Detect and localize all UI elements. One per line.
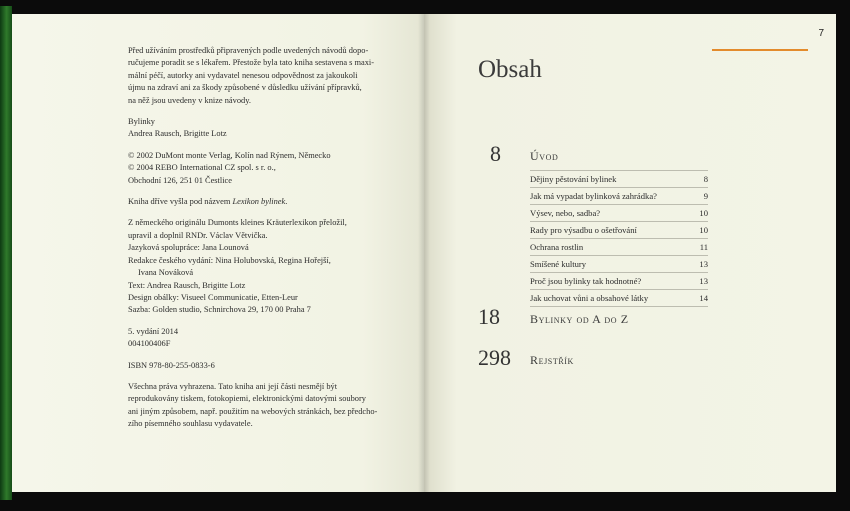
- toc-entry-page: 13: [699, 276, 708, 286]
- toc-entry-title: Dějiny pěstování bylinek: [530, 174, 617, 184]
- text-line: © 2002 DuMont monte Verlag, Kolín nad Rýnem, Německo: [128, 150, 331, 160]
- text-line: Všechna práva vyhrazena. Tato kniha ani její části nesmějí být: [128, 381, 338, 391]
- toc-entry-title: Jak má vypadat bylinková zahrádka?: [530, 191, 657, 201]
- accent-rule: [712, 49, 808, 51]
- isbn: ISBN 978-80-255-0833-6: [128, 360, 215, 370]
- edition-number: 5. vydání 2014: [128, 326, 179, 336]
- disclaimer-paragraph: [128, 45, 390, 107]
- toc-entry-title: Smíšené kultury: [530, 259, 587, 269]
- chapter-title: Rejstřík: [530, 353, 574, 367]
- toc-divider: [530, 306, 708, 307]
- former-title-prefix: Kniha dříve vyšla pod názvem: [128, 197, 233, 207]
- text-line: mální péčí, autorky ani vydavatel nenesou odpovědnost za jakoukoli: [128, 70, 358, 80]
- toc-entry-title: Rady pro výsadbu o ošetřování: [530, 225, 637, 235]
- book-cover-edge: [0, 6, 12, 500]
- toc-title: Obsah: [478, 56, 542, 83]
- rights-paragraph: [128, 381, 390, 431]
- toc-entry-title: Proč jsou bylinky tak hodnotné?: [530, 276, 642, 286]
- text-line: Text: Andrea Rausch, Brigitte Lotz: [128, 280, 246, 290]
- text-line: ručujeme poradit se s lékařem. Přestože byla tato kniha sestavena s maxi-: [128, 58, 375, 68]
- isbn-paragraph: [128, 360, 390, 372]
- toc-entry: [530, 171, 708, 188]
- imprint-block: [128, 45, 390, 440]
- book-title: Bylinky: [128, 117, 155, 127]
- text-line: zího písemného souhlasu vydavatele.: [128, 419, 253, 429]
- chapter-page-number: 18: [478, 304, 500, 329]
- text-line: Z německého originálu Dumonts kleines Kräuterlexikon přeložil,: [128, 218, 347, 228]
- former-title-paragraph: [128, 196, 390, 208]
- text-line: © 2004 REBO International CZ spol. s r. o.,: [128, 163, 276, 173]
- toc-entry-page: 8: [703, 174, 708, 184]
- toc-entry: [530, 188, 708, 205]
- toc-entry-page: 11: [699, 242, 708, 252]
- chapter-title: Bylinky od A do Z: [530, 312, 629, 326]
- text-line: Sazba: Golden studio, Schnirchova 29, 170 00 Praha 7: [128, 305, 311, 315]
- text-line: reprodukovány tiskem, fotokopiemi, elektronickými datovými soubory: [128, 394, 366, 404]
- toc-entry-page: 10: [699, 225, 708, 235]
- chapter-page-number: 8: [490, 141, 501, 166]
- page-number: 7: [818, 28, 824, 39]
- text-line: újmu na zdraví ani za škody způsobené v důsledku užívání přípravků,: [128, 83, 362, 93]
- chapter-title: Úvod: [530, 149, 559, 163]
- book-gutter: [418, 14, 430, 492]
- text-line: Redakce českého vydání: Nina Holubovská, Regina Hořejší,: [128, 255, 331, 265]
- book-title-paragraph: [128, 116, 390, 141]
- book-authors: Andrea Rausch, Brigitte Lotz: [128, 129, 227, 139]
- text-line: Obchodní 126, 251 01 Čestlice: [128, 175, 232, 185]
- product-code: 004100406F: [128, 339, 171, 349]
- toc-entry-page: 13: [699, 259, 708, 269]
- text-line: Před užíváním prostředků připravených podle uvedených návodů dopo-: [128, 46, 369, 55]
- former-title-suffix: .: [285, 197, 288, 207]
- toc-entry: [530, 239, 708, 256]
- toc-entry-page: 9: [703, 191, 708, 201]
- toc-entry: [530, 256, 708, 273]
- toc-entry-title: Ochrana rostlin: [530, 242, 584, 252]
- toc-entry: [530, 222, 708, 239]
- text-line: ani jiným způsobem, např. použitím na webových stránkách, bez předcho-: [128, 406, 378, 416]
- toc-entry: [530, 205, 708, 222]
- former-title: Lexikon bylinek: [232, 197, 286, 207]
- text-line: Design obálky: Visueel Communicatie, Etten-Leur: [128, 292, 298, 302]
- toc-entry: [530, 273, 708, 290]
- text-line: upravil a doplnil RNDr. Václav Větvička.: [128, 230, 268, 240]
- copyright-paragraph: [128, 150, 390, 187]
- toc-entry-title: Jak uchovat vůni a obsahové látky: [530, 293, 649, 303]
- edition-paragraph: [128, 326, 390, 351]
- credits-paragraph: [128, 217, 390, 316]
- toc-entry: [530, 290, 708, 307]
- toc-entry-title: Výsev, nebo, sadba?: [530, 208, 601, 218]
- text-line: Jazyková spolupráce: Jana Lounová: [128, 243, 249, 253]
- text-line: Ivana Nováková: [138, 268, 194, 278]
- toc-entry-page: 14: [699, 293, 708, 303]
- chapter-page-number: 298: [478, 345, 511, 370]
- text-line: na něž jsou uvedeny v knize návody.: [128, 95, 251, 105]
- toc-entry-page: 10: [699, 208, 708, 218]
